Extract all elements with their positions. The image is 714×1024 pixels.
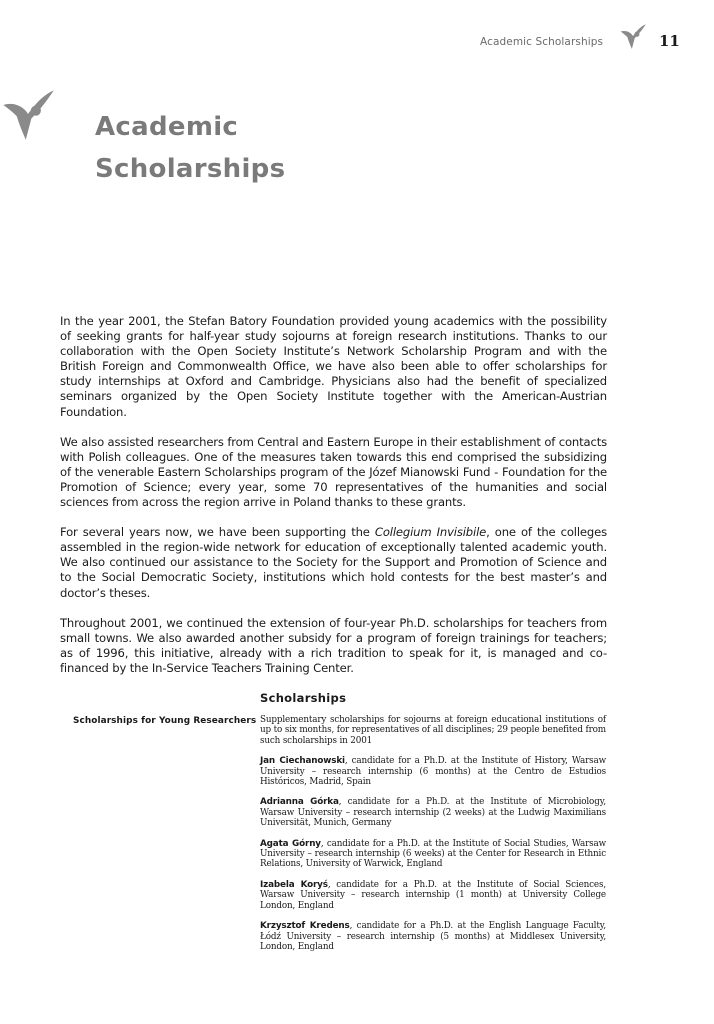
bird-logo-icon: [0, 86, 56, 142]
recipient-details: , candidate for a Ph.D. at the Institute of Social Studies, Warsaw University – research internship (6 weeks) at the Center for Research in Ethnic Relations, University of Warwick, England: [260, 838, 606, 870]
list-item: [260, 797, 606, 828]
recipient-details: , candidate for a Ph.D. at the Institute of Social Sciences, Warsaw University – research internship (1 month) at University College London, England: [260, 879, 606, 911]
list-item: [260, 880, 606, 911]
running-header-section: Academic Scholarships: [480, 36, 604, 48]
intro-text: [60, 314, 607, 691]
recipient-name: Adrianna Górka: [260, 797, 339, 808]
list-item: [260, 756, 606, 787]
intro-paragraph-2: We also assisted researchers from Central and Eastern Europe in their establishment of contacts with Polish colleagues. One of the measures taken towards this end comprised the subsidizing of the venerable Eastern Scholarships program of the Józef Mianowski Fund - Foundation for the Promotion of Science; every year, some 70 representatives of the humanities and social sciences from across the region arrive in Poland thanks to these grants.: [60, 434, 607, 510]
page-title-line1: Academic: [95, 112, 239, 142]
page-number: 11: [659, 32, 680, 50]
intro-paragraph-3: [60, 525, 607, 600]
p3-text-after: , one of the colleges assembled in the region-wide network for education of exceptionally talented academic youth. We also continued our assistance to the Society for the Support and Promotion of Science and to the Social Democratic Society, institutions which hold contests for the best master’s and doctor’s theses.: [60, 525, 607, 600]
recipient-name: Agata Górny: [260, 838, 321, 849]
scholarship-list: [260, 715, 606, 962]
list-item: [260, 921, 606, 952]
page-title-line2: Scholarships: [95, 154, 286, 184]
recipient-name: Krzysztof Kredens: [260, 921, 350, 932]
recipient-details: , candidate for a Ph.D. at the English Language Faculty, Łódź University – research internship (5 months) at Middlesex University, London, England: [260, 921, 606, 952]
category-label: Scholarships for Young Researchers: [73, 716, 257, 726]
intro-paragraph-4: Throughout 2001, we continued the extension of four-year Ph.D. scholarships for teachers from small towns. We also awarded another subsidy for a program of foreign trainings for teachers; as of 1996, this initiative, already with a rich tradition to speak for it, is managed and co-financed by the In-Service Teachers Training Center.: [60, 615, 607, 675]
recipient-details: , candidate for a Ph.D. at the Institute of History, Warsaw University – research internship (6 months) at the Centro de Estudios Históricos, Madrid, Spain: [260, 756, 606, 788]
list-item: [260, 839, 606, 870]
page-title: [95, 106, 285, 190]
intro-paragraph-1: In the year 2001, the Stefan Batory Foundation provided young academics with the possibility of seeking grants for half-year study sojourns at foreign research institutions. Thanks to our collaboration with the Open Society Institute’s Network Scholarship Program and with the British Foreign and Commonwealth Office, we have also been able to offer scholarships for study internships at Oxford and Cambridge. Physicians also had the benefit of specialized seminars organized by the Open Society Institute together with the American-Austrian Foundation.: [60, 314, 607, 419]
recipient-name: Jan Ciechanowski: [260, 756, 345, 767]
scholarship-summary: Supplementary scholarships for sojourns at foreign educational institutions of up to six months, for representatives of all disciplines; 29 people benefited from such scholarships in 2001: [260, 715, 606, 746]
bird-logo-icon: [619, 22, 647, 50]
p3-text-before: For several years now, we have been supporting the: [60, 525, 375, 540]
recipient-details: , candidate for a Ph.D. at the Institute of Microbiology, Warsaw University – research internship (2 weeks) at the Ludwig Maximilians Universität, Munich, Germany: [260, 797, 606, 829]
collegium-invisibile: Collegium Invisibile: [374, 525, 487, 540]
recipient-name: Izabela Koryś: [260, 879, 328, 890]
scholarships-heading: Scholarships: [260, 691, 347, 705]
